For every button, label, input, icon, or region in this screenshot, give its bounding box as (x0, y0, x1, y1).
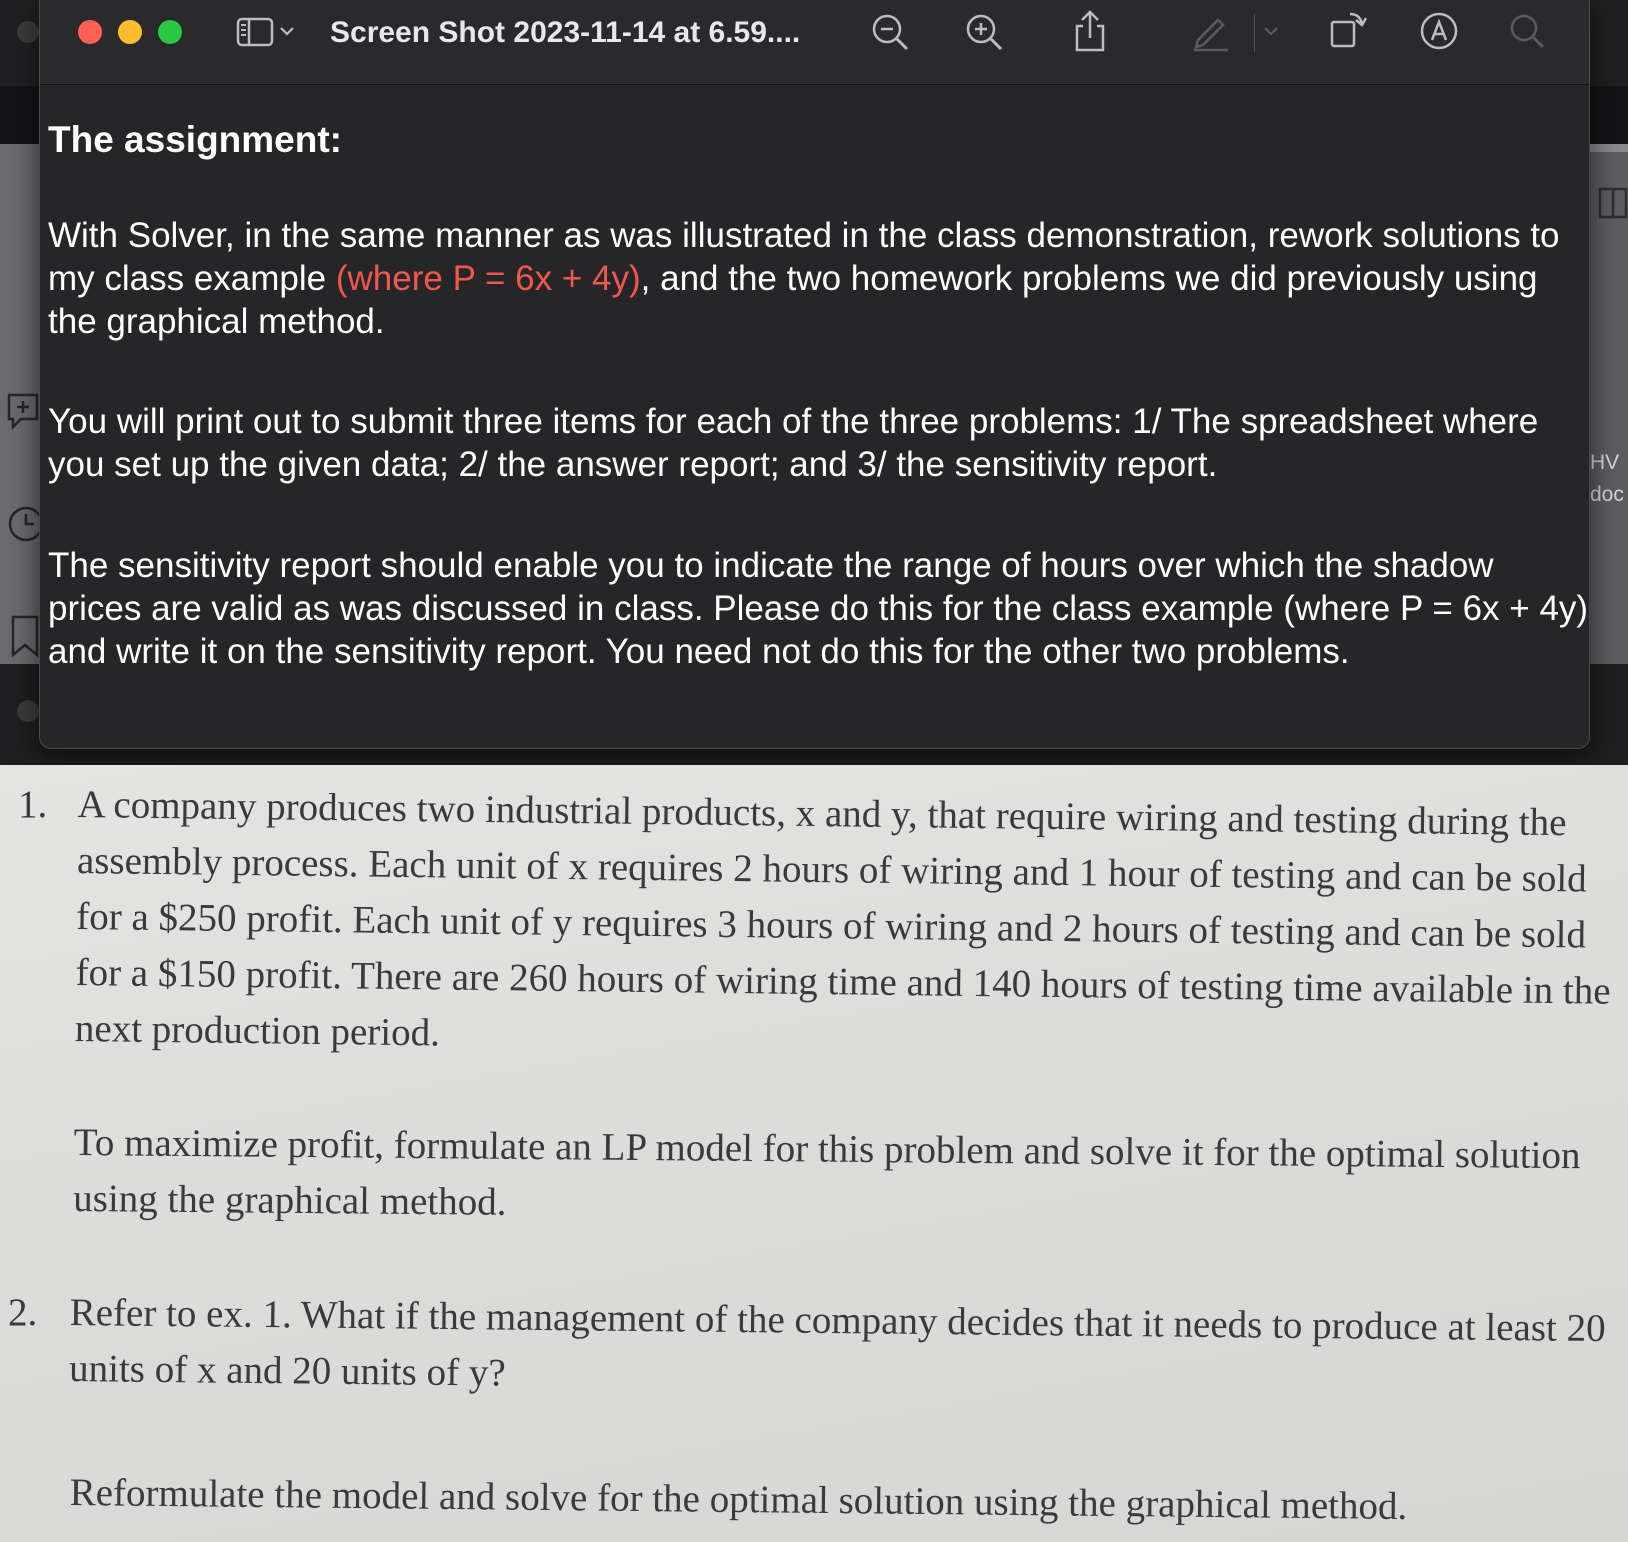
class-example-highlight: (where P = 6x + 4y) (335, 259, 641, 298)
problem-1-followup: To maximize profit, formulate an LP model for this problem and solve it for the optimal solution using the graphical method. (73, 1120, 1581, 1224)
window-toolbar (40, 0, 1589, 85)
search-button[interactable] (1508, 12, 1548, 57)
close-button[interactable] (78, 20, 102, 44)
markup-pen-icon (1190, 10, 1232, 52)
background-window-dot (17, 21, 39, 43)
markup-toolbar-button[interactable] (1418, 10, 1460, 57)
assignment-heading: The assignment: (48, 119, 342, 160)
paragraph-1-text-start: With Solver, in the same manner as was illustrated in the class demonstration, rework solutions to my class example (48, 216, 1560, 298)
share-icon (1072, 8, 1108, 54)
assignment-paragraph-2: You will print out to submit three items for each of the three problems: 1/ The spreadsheet where you set up the given data; 2/ the answer report; and 3/ the sensitivity report. (48, 402, 1539, 484)
panel-toggle-icon[interactable] (1598, 186, 1628, 226)
problem-2-number: 2. (8, 1291, 38, 1334)
zoom-in-button[interactable] (964, 12, 1006, 59)
add-comment-icon[interactable] (6, 392, 42, 438)
zoom-out-icon (870, 12, 912, 54)
zoom-in-icon (964, 12, 1006, 54)
bookmark-icon[interactable] (8, 614, 42, 664)
problem-2-text: Refer to ex. 1. What if the management of the company decides that it needs to produce at least 20 units of x and 20 units of y? (68, 1290, 1606, 1395)
assignment-paragraph-3: The sensitivity report should enable you to indicate the range of hours over which the shadow prices are valid as was discussed in class. Please do this for the class example (where P = 6x + 4y) and write it on the sensitivity report. You need not do this for the other two problems. (48, 546, 1589, 671)
problem-2-followup: Reformulate the model and solve for the optimal solution using the graphical method. (69, 1470, 1408, 1529)
rotate-icon (1328, 8, 1368, 50)
background-window-dot (17, 700, 39, 722)
minimize-button[interactable] (118, 20, 142, 44)
rotate-button[interactable] (1328, 8, 1368, 55)
paragraph-1-text-end: , and the two homework problems we did previously using the graphical method. (48, 259, 1538, 341)
document-title: Screen Shot 2023-11-14 at 6.59.... (330, 16, 801, 49)
history-clock-icon[interactable] (6, 504, 42, 550)
markup-button[interactable] (1190, 10, 1232, 57)
sidebar-toggle-button[interactable] (236, 16, 276, 53)
zoom-out-button[interactable] (870, 12, 912, 59)
background-app-right-strip (1588, 144, 1628, 152)
share-button[interactable] (1072, 8, 1108, 59)
search-icon (1508, 12, 1548, 52)
document-content (48, 84, 1589, 748)
problem-1-number: 1. (18, 783, 48, 826)
chevron-down-icon[interactable] (278, 22, 296, 47)
toolbar-separator (1254, 14, 1255, 52)
problem-1-text: A company produces two industrial products, x and y, that require wiring and testing during the assembly process. Each unit of x requires 2 hours of wiring and 1 hour of testing and can be sold for a $250 profit. Each unit of y requires 3 hours of wiring and 2 hours of testing and can be sold for a $150 profit. There are 260 hours of wiring time and 140 hours of testing time available in the next production period. (74, 782, 1611, 1055)
textbook-photo (0, 765, 1628, 1542)
preview-window (39, 0, 1590, 749)
sidebar-icon (236, 16, 276, 48)
background-peek-text-1: HV (1590, 451, 1620, 474)
markup-circle-a-icon (1418, 10, 1460, 52)
assignment-paragraph-1 (48, 214, 1590, 343)
zoom-button[interactable] (158, 20, 182, 44)
background-peek-text-2: doc (1590, 483, 1624, 506)
chevron-down-icon[interactable] (1262, 22, 1280, 47)
